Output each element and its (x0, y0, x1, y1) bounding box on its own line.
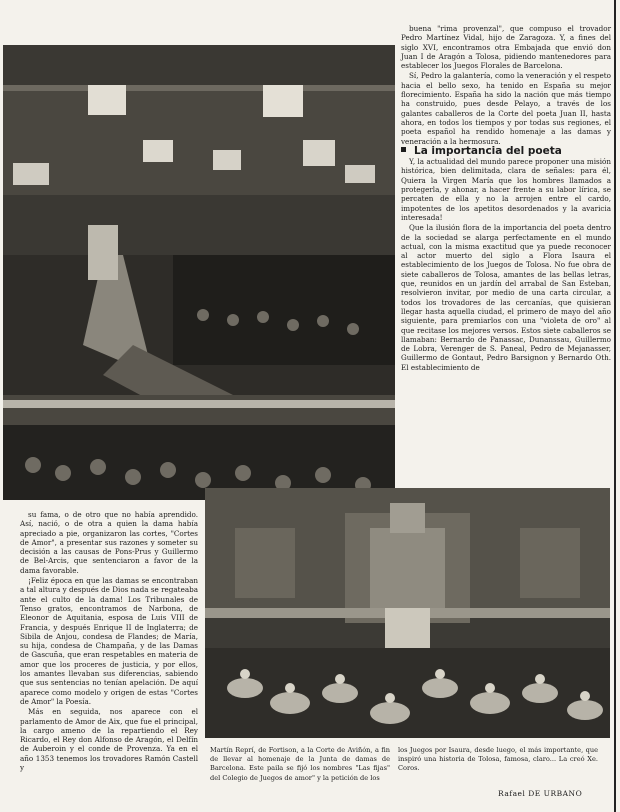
paragraph: ¡Feliz época en que las damas se encontraban a tal altura y después de Dios nada se regateaba ante el culto de la dama! Los Tribunales de Tenso gratos, encontramos de Narbona, de Eleonor de Aquitania, esposa de Luis VIII de Francia, y después Enrique II de Inglaterra; de Sibila de Anjou, condesa de Flandes; de María, su hija, condesa de Champaña, y de las Damas de Gascuña, que eran respetables en materia de amor que los proceres de justicia, y por ellos, los amantes llevaban sus diferencias, sabiendo que sus sentencias no tenían apelación. De aquí aparece como modelo y origen de estas "Cortes de Amor" la Poesía. (20, 576, 198, 706)
right-edge-rule (614, 0, 616, 812)
paragraph: Y, la actualidad del mundo parece proponer una misión histórica, bien delimitada, clara de señales: para él, Quiera la Virgen María que los hombres llamados a protegerla, y ahonar, a hacer frente a su labor lírica, se percaten de ella y no la arrojen entre el cardo, impotentes de los apetitos desordenados y la avaricia interesada! (401, 157, 611, 222)
bullet-icon (401, 147, 406, 152)
paragraph: Que la ilusión flora de la importancia del poeta dentro de la sociedad se alarga perfectamente en el mundo actual, con la misma exactitud que ya puede reconocer al actor muerto del siglo a Flora Isaura el establecimiento de los Juegos de Tolosa. No fue obra de siete caballeros de Tolosa, amantes de las bellas letras, que, reunidos en un jardín del arrabal de San Esteban, resolvieron invitar, por medio de una carta circular, a todos los trovadores de las cercanías, que quisieran llegar hasta aquella ciudad, el primero de mayo del año siguiente, para premiarlos con una "violeta de oro" al que recitase los mejores versos. Estos siete caballeros se llamaban: Bernardo de Panassac, Dunanssau, Guillermo de Lobra, Verenger de S. Paneal, Pedro de Mejanasser, Guillermo de Gontaut, Pedro Barsignon y Bernardo Oth. El establecimiento de (401, 223, 611, 372)
right-column-text (401, 24, 611, 372)
section-heading (401, 144, 611, 157)
section-heading-text: La importancia del poeta (414, 144, 562, 157)
paragraph: buena "rima provenzal", que compuso el trovador Pedro Martínez Vidal, hijo de Zaragoza. Y, a fines del siglo XVI, encontramos otra Embajada que envió don Juan I de Aragón a Tolosa, pidiendo mantenedores para establecer los Juegos Florales de Barcelona. (401, 24, 611, 71)
left-column-text (20, 510, 198, 772)
paragraph: su fama, o de otro que no había aprendido. Así, nació, o de otra a quien la dama había apreciado a pie, organizaron las cortes, "Cortes de Amor", a presentar sus razones y someter su decisión a las causas de Pons-Prus y Guillermo de Bel-Arcis, que sentenciaron a favor de la dama favorable. (20, 510, 198, 575)
author-signature: Rafael DE URBANO (498, 789, 583, 798)
ceremony-salon-photo (205, 488, 610, 738)
photo-caption-left: Martín Reprí, de Fortison, a la Corte de Aviñón, a fin de llevar al homenaje de la Junta de damas de Barcelona. Este paila se fijó los nombres "Las fijas" del Colegio de Juegos de amor" y la petición de los (210, 746, 390, 782)
photo-caption-right: los Juegos por Isaura, desde luego, el más importante, que inspiró una historia de Tolosa, famosa, claro... La creó Xe. Coros. (398, 746, 598, 773)
juegos-florales-hall-photo (3, 45, 395, 500)
paragraph: Sí, Pedro la galantería, como la veneración y el respeto hacia el bello sexo, ha tenido en España su mejor florecimiento. España ha sido la nación que más tiempo ha construido, pues desde Pelayo, a través de los galantes caballeros de la Corte del poeta Juan II, hasta ahora, en todos los tiempos y por todas sus regiones, el poeta español ha rendido homenaje a las damas y veneración a la hermosura. (401, 71, 611, 146)
paragraph: Más en seguida, nos aparece con el parlamento de Amor de Aix, que fue el principal, la cargo ameno de la repartiendo el Rey Ricardo, el Rey don Alfonso de Aragón, el Delfín de Auberoin y el conde de Provenza. Ya en el año 1353 tenemos los trovadores Ramón Castell y (20, 707, 198, 773)
